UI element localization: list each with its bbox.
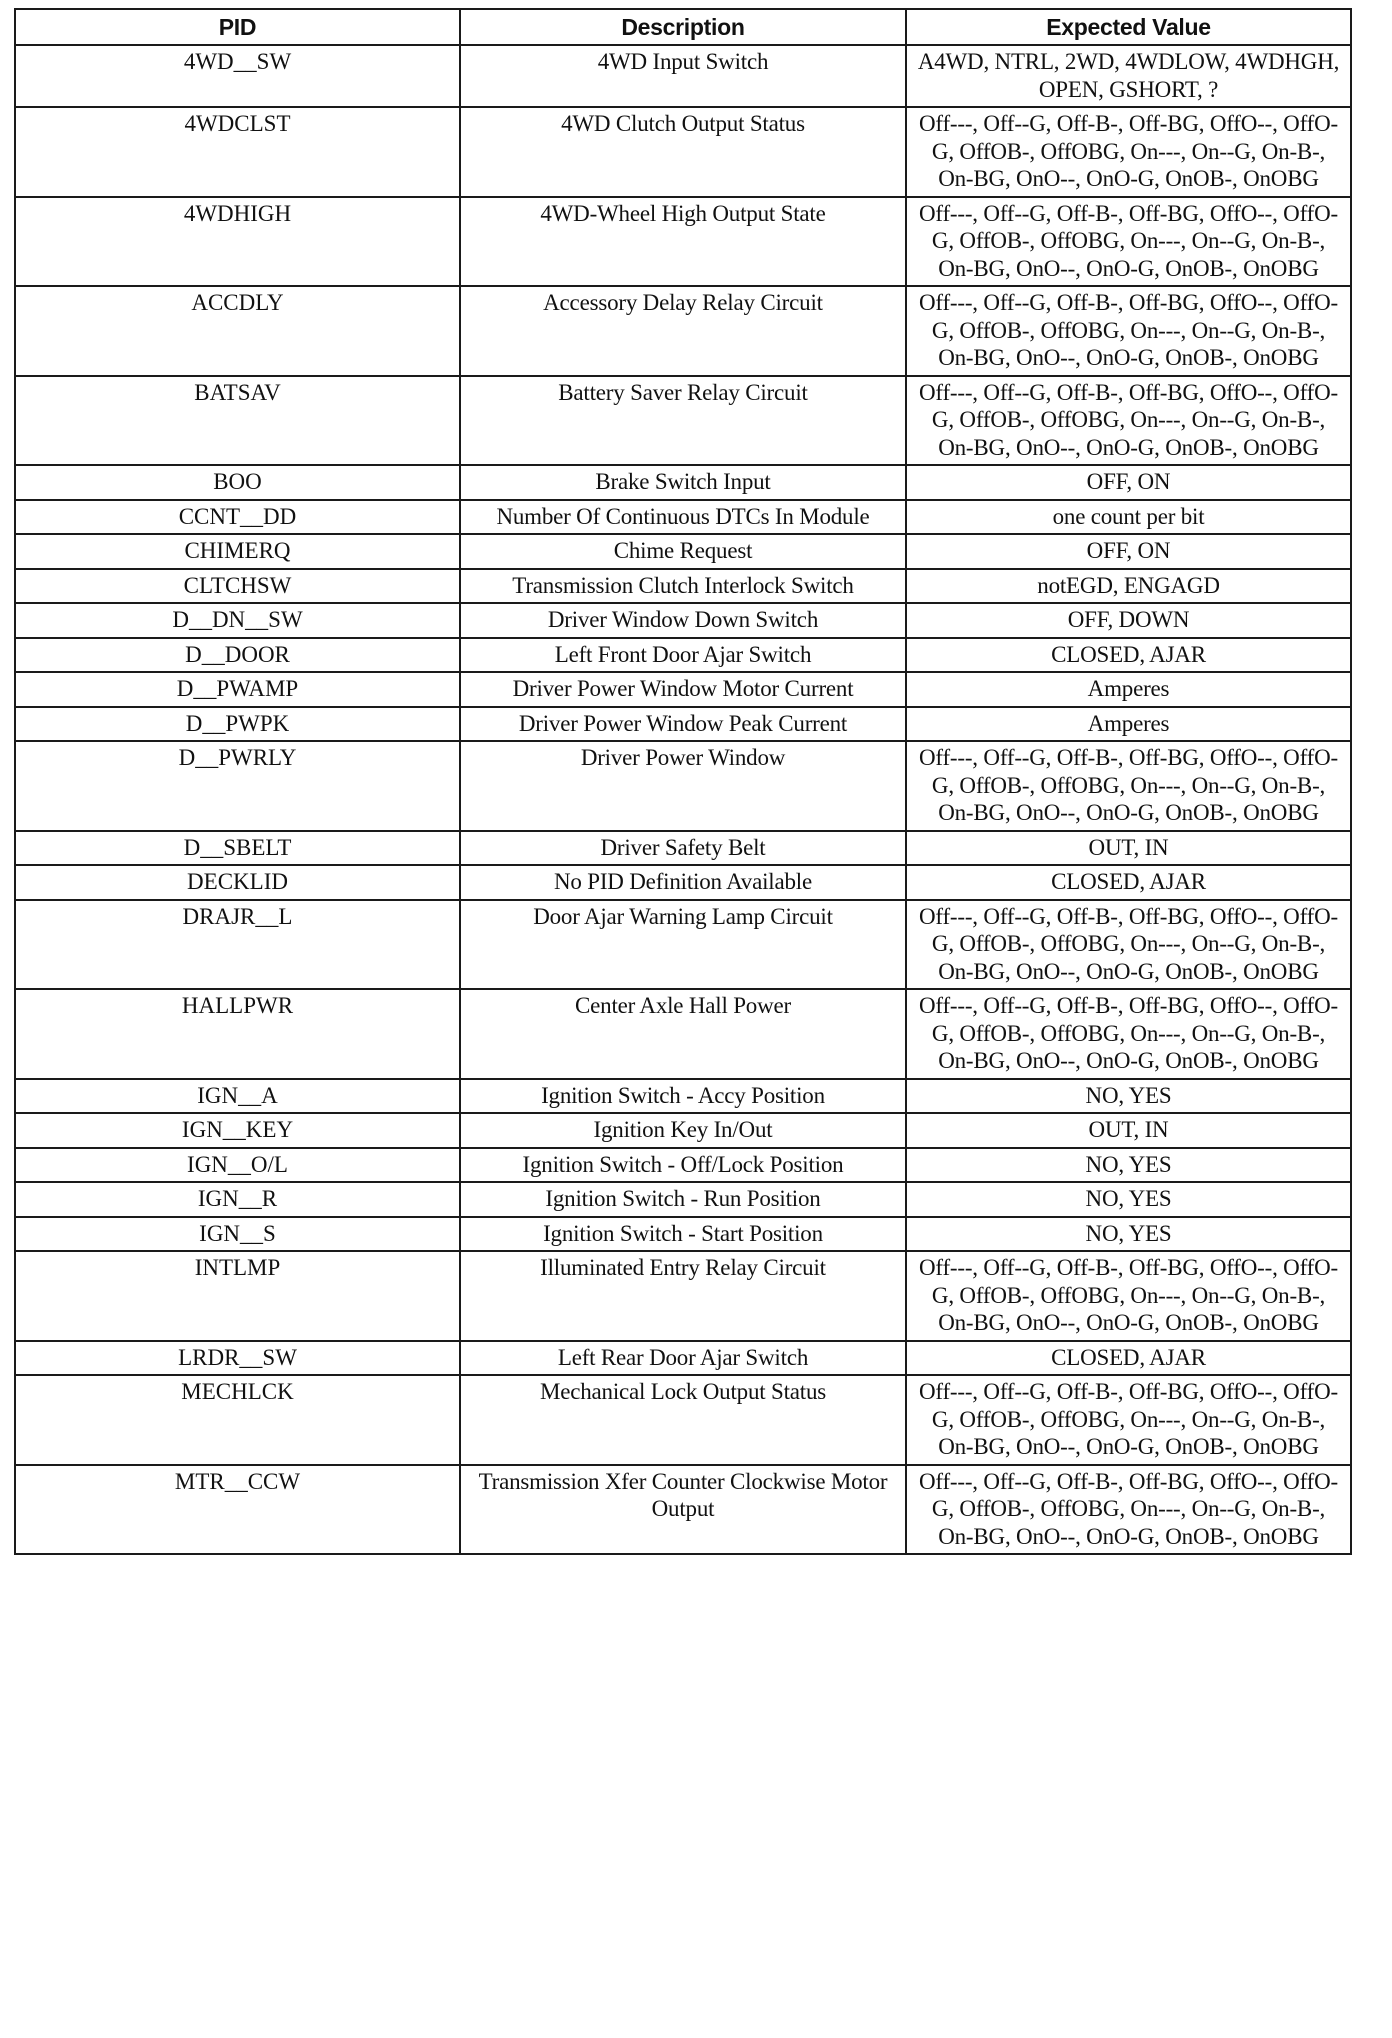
table-row [15, 1341, 1351, 1376]
description-cell: Left Rear Door Ajar Switch [460, 1341, 906, 1376]
description-cell: Center Axle Hall Power [460, 989, 906, 1079]
table-row [15, 107, 1351, 197]
value-cell: Off---, Off--G, Off-B-, Off-BG, OffO--, OffO-G, OffOB-, OffOBG, On---, On--G, On-B-, On-BG, OnO--, OnO-G, OnOB-, OnOBG [906, 197, 1351, 287]
pid-cell: 4WDHIGH [15, 197, 460, 287]
value-cell: Off---, Off--G, Off-B-, Off-BG, OffO--, OffO-G, OffOB-, OffOBG, On---, On--G, On-B-, On-BG, OnO--, OnO-G, OnOB-, OnOBG [906, 989, 1351, 1079]
table-row [15, 376, 1351, 466]
pid-cell: D__PWRLY [15, 741, 460, 831]
table-row [15, 1251, 1351, 1341]
pid-table [14, 8, 1352, 1555]
description-cell: 4WD-Wheel High Output State [460, 197, 906, 287]
pid-cell: LRDR__SW [15, 1341, 460, 1376]
table-row [15, 741, 1351, 831]
description-cell: 4WD Input Switch [460, 45, 906, 107]
pid-cell: ACCDLY [15, 286, 460, 376]
header-pid: PID [15, 9, 460, 45]
pid-cell: IGN__A [15, 1079, 460, 1114]
value-cell: A4WD, NTRL, 2WD, 4WDLOW, 4WDHGH, OPEN, GSHORT, ? [906, 45, 1351, 107]
description-cell: Ignition Key In/Out [460, 1113, 906, 1148]
value-cell: one count per bit [906, 500, 1351, 535]
pid-cell: HALLPWR [15, 989, 460, 1079]
description-cell: Driver Power Window [460, 741, 906, 831]
description-cell: Chime Request [460, 534, 906, 569]
value-cell: Off---, Off--G, Off-B-, Off-BG, OffO--, OffO-G, OffOB-, OffOBG, On---, On--G, On-B-, On-BG, OnO--, OnO-G, OnOB-, OnOBG [906, 107, 1351, 197]
table-row [15, 672, 1351, 707]
description-cell: Driver Power Window Peak Current [460, 707, 906, 742]
value-cell: CLOSED, AJAR [906, 638, 1351, 673]
description-cell: Ignition Switch - Off/Lock Position [460, 1148, 906, 1183]
table-row [15, 831, 1351, 866]
pid-cell: MTR__CCW [15, 1465, 460, 1555]
pid-cell: D__SBELT [15, 831, 460, 866]
table-row [15, 865, 1351, 900]
description-cell: Brake Switch Input [460, 465, 906, 500]
pid-cell: 4WD__SW [15, 45, 460, 107]
description-cell: Left Front Door Ajar Switch [460, 638, 906, 673]
table-row [15, 500, 1351, 535]
description-cell: Door Ajar Warning Lamp Circuit [460, 900, 906, 990]
pid-cell: CHIMERQ [15, 534, 460, 569]
table-header [15, 9, 1351, 45]
pid-cell: CLTCHSW [15, 569, 460, 604]
value-cell: notEGD, ENGAGD [906, 569, 1351, 604]
table-row [15, 534, 1351, 569]
pid-cell: 4WDCLST [15, 107, 460, 197]
value-cell: NO, YES [906, 1182, 1351, 1217]
table-row [15, 1465, 1351, 1555]
pid-cell: INTLMP [15, 1251, 460, 1341]
table-row [15, 989, 1351, 1079]
value-cell: NO, YES [906, 1148, 1351, 1183]
pid-cell: IGN__O/L [15, 1148, 460, 1183]
description-cell: Illuminated Entry Relay Circuit [460, 1251, 906, 1341]
value-cell: Off---, Off--G, Off-B-, Off-BG, OffO--, OffO-G, OffOB-, OffOBG, On---, On--G, On-B-, On-BG, OnO--, OnO-G, OnOB-, OnOBG [906, 900, 1351, 990]
pid-cell: D__PWAMP [15, 672, 460, 707]
pid-cell: IGN__S [15, 1217, 460, 1252]
value-cell: CLOSED, AJAR [906, 1341, 1351, 1376]
table-row [15, 45, 1351, 107]
description-cell: Mechanical Lock Output Status [460, 1375, 906, 1465]
value-cell: NO, YES [906, 1079, 1351, 1114]
value-cell: Off---, Off--G, Off-B-, Off-BG, OffO--, OffO-G, OffOB-, OffOBG, On---, On--G, On-B-, On-BG, OnO--, OnO-G, OnOB-, OnOBG [906, 286, 1351, 376]
pid-cell: D__PWPK [15, 707, 460, 742]
pid-cell: IGN__R [15, 1182, 460, 1217]
pid-cell: BOO [15, 465, 460, 500]
description-cell: Number Of Continuous DTCs In Module [460, 500, 906, 535]
table-row [15, 707, 1351, 742]
value-cell: OFF, DOWN [906, 603, 1351, 638]
table-row [15, 197, 1351, 287]
header-row [15, 9, 1351, 45]
table-body [15, 45, 1351, 1554]
value-cell: OFF, ON [906, 465, 1351, 500]
pid-cell: IGN__KEY [15, 1113, 460, 1148]
header-description: Description [460, 9, 906, 45]
description-cell: Transmission Xfer Counter Clockwise Motor Output [460, 1465, 906, 1555]
table-row [15, 1217, 1351, 1252]
pid-cell: MECHLCK [15, 1375, 460, 1465]
pid-cell: D__DN__SW [15, 603, 460, 638]
table-row [15, 1375, 1351, 1465]
value-cell: Amperes [906, 707, 1351, 742]
table-row [15, 1113, 1351, 1148]
table-row [15, 603, 1351, 638]
pid-cell: D__DOOR [15, 638, 460, 673]
pid-cell: DRAJR__L [15, 900, 460, 990]
table-row [15, 1148, 1351, 1183]
value-cell: CLOSED, AJAR [906, 865, 1351, 900]
description-cell: Accessory Delay Relay Circuit [460, 286, 906, 376]
table-row [15, 465, 1351, 500]
value-cell: OUT, IN [906, 831, 1351, 866]
value-cell: Amperes [906, 672, 1351, 707]
pid-cell: BATSAV [15, 376, 460, 466]
document-page [14, 8, 1350, 1555]
description-cell: Battery Saver Relay Circuit [460, 376, 906, 466]
description-cell: Ignition Switch - Run Position [460, 1182, 906, 1217]
table-row [15, 900, 1351, 990]
description-cell: Driver Window Down Switch [460, 603, 906, 638]
description-cell: Driver Power Window Motor Current [460, 672, 906, 707]
value-cell: Off---, Off--G, Off-B-, Off-BG, OffO--, OffO-G, OffOB-, OffOBG, On---, On--G, On-B-, On-BG, OnO--, OnO-G, OnOB-, OnOBG [906, 741, 1351, 831]
description-cell: No PID Definition Available [460, 865, 906, 900]
table-row [15, 1182, 1351, 1217]
value-cell: OUT, IN [906, 1113, 1351, 1148]
description-cell: 4WD Clutch Output Status [460, 107, 906, 197]
value-cell: NO, YES [906, 1217, 1351, 1252]
table-row [15, 286, 1351, 376]
table-row [15, 569, 1351, 604]
description-cell: Ignition Switch - Accy Position [460, 1079, 906, 1114]
value-cell: Off---, Off--G, Off-B-, Off-BG, OffO--, OffO-G, OffOB-, OffOBG, On---, On--G, On-B-, On-BG, OnO--, OnO-G, OnOB-, OnOBG [906, 376, 1351, 466]
table-row [15, 638, 1351, 673]
table-row [15, 1079, 1351, 1114]
value-cell: Off---, Off--G, Off-B-, Off-BG, OffO--, OffO-G, OffOB-, OffOBG, On---, On--G, On-B-, On-BG, OnO--, OnO-G, OnOB-, OnOBG [906, 1375, 1351, 1465]
pid-cell: DECKLID [15, 865, 460, 900]
pid-cell: CCNT__DD [15, 500, 460, 535]
header-expected-value: Expected Value [906, 9, 1351, 45]
value-cell: Off---, Off--G, Off-B-, Off-BG, OffO--, OffO-G, OffOB-, OffOBG, On---, On--G, On-B-, On-BG, OnO--, OnO-G, OnOB-, OnOBG [906, 1465, 1351, 1555]
value-cell: Off---, Off--G, Off-B-, Off-BG, OffO--, OffO-G, OffOB-, OffOBG, On---, On--G, On-B-, On-BG, OnO--, OnO-G, OnOB-, OnOBG [906, 1251, 1351, 1341]
description-cell: Driver Safety Belt [460, 831, 906, 866]
description-cell: Transmission Clutch Interlock Switch [460, 569, 906, 604]
value-cell: OFF, ON [906, 534, 1351, 569]
description-cell: Ignition Switch - Start Position [460, 1217, 906, 1252]
